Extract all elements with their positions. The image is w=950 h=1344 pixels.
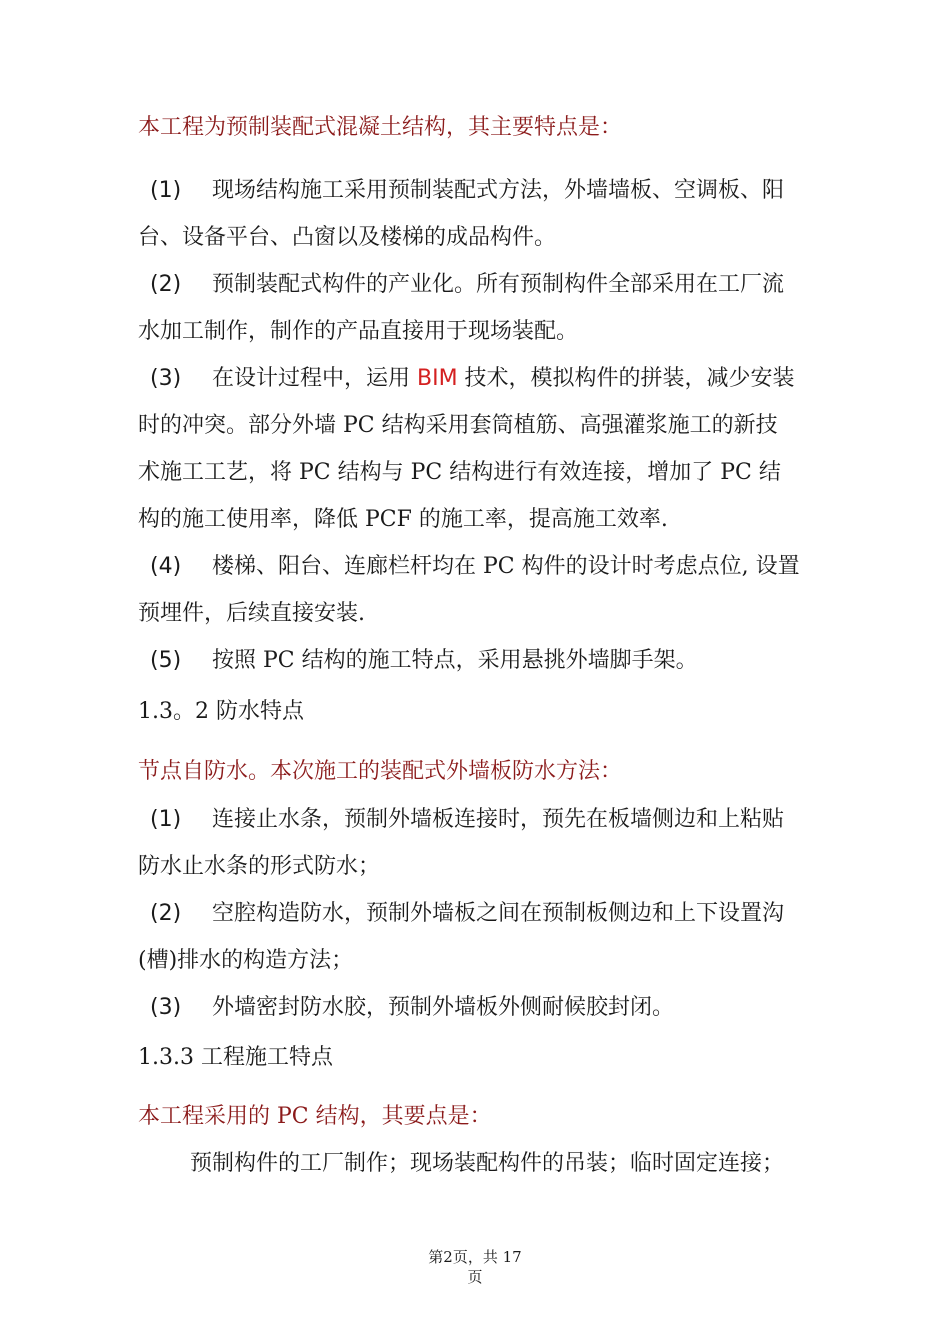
feature-1-number: (1) xyxy=(150,178,182,203)
page-footer-line-1: 第2页，共 17 xyxy=(428,1248,522,1266)
feature-5-line-1 xyxy=(138,646,818,676)
feature-4-line-1 xyxy=(138,552,818,582)
feature-5-text: 按照 PC 结构的施工特点，采用悬挑外墙脚手架。 xyxy=(212,648,698,673)
waterproof-1-line-2: 防水止水条的形式防水； xyxy=(138,854,381,879)
construction-heading: 本工程采用的 PC 结构，其要点是： xyxy=(138,1104,492,1129)
feature-4-text: 楼梯、阳台、连廊栏杆均在 PC 构件的设计时考虑点位, 设置 xyxy=(212,554,800,579)
waterproof-3-line-1 xyxy=(138,993,818,1023)
waterproof-1-number: (1) xyxy=(150,807,182,832)
feature-3-text-post: 技术，模拟构件的拼装，减少安装 xyxy=(457,366,795,391)
feature-1-line-2: 台、设备平台、凸窗以及楼梯的成品构件。 xyxy=(138,225,557,250)
bim-highlight: BIM xyxy=(417,366,458,391)
waterproof-heading: 节点自防水。本次施工的装配式外墙板防水方法： xyxy=(138,759,623,784)
feature-5-number: (5) xyxy=(150,648,182,673)
waterproof-2-number: (2) xyxy=(150,901,182,926)
waterproof-2-text: 空腔构造防水，预制外墙板之间在预制板侧边和上下设置沟 xyxy=(212,901,785,926)
feature-1-line-1 xyxy=(138,176,818,206)
waterproof-3-number: (3) xyxy=(150,995,182,1020)
feature-4-line-2: 预埋件，后续直接安装. xyxy=(138,601,365,626)
feature-3-line-2: 时的冲突。部分外墙 PC 结构采用套筒植筋、高强灌浆施工的新技 xyxy=(138,413,778,438)
waterproof-1-text: 连接止水条，预制外墙板连接时，预先在板墙侧边和上粘贴 xyxy=(212,807,785,832)
construction-text: 预制构件的工厂制作；现场装配构件的吊装；临时固定连接； xyxy=(190,1151,785,1176)
waterproof-1-line-1 xyxy=(138,805,818,835)
feature-2-text: 预制装配式构件的产业化。所有预制构件全部采用在工厂流 xyxy=(212,272,785,297)
feature-2-line-1 xyxy=(138,270,818,300)
section-waterproof-title: 1.3。2 防水特点 xyxy=(138,699,304,724)
feature-2-line-2: 水加工制作，制作的产品直接用于现场装配。 xyxy=(138,319,579,344)
feature-4-number: (4) xyxy=(150,554,182,579)
intro-heading: 本工程为预制装配式混凝土结构，其主要特点是： xyxy=(138,115,623,140)
waterproof-2-line-2: (槽)排水的构造方法； xyxy=(138,948,354,973)
feature-1-text: 现场结构施工采用预制装配式方法，外墙墙板、空调板、阳 xyxy=(212,178,785,203)
feature-3-line-1 xyxy=(138,364,818,394)
feature-3-line-3: 术施工工艺，将 PC 结构与 PC 结构进行有效连接，增加了 PC 结 xyxy=(138,460,781,485)
feature-3-number: (3) xyxy=(150,366,182,391)
feature-3-line-4: 构的施工使用率，降低 PCF 的施工率，提高施工效率. xyxy=(138,507,668,532)
waterproof-2-line-1 xyxy=(138,899,818,929)
feature-2-number: (2) xyxy=(150,272,182,297)
waterproof-3-text: 外墙密封防水胶，预制外墙板外侧耐候胶封闭。 xyxy=(212,995,675,1020)
feature-3-text-pre: 在设计过程中，运用 xyxy=(212,366,417,391)
section-construction-title: 1.3.3 工程施工特点 xyxy=(138,1045,333,1070)
page-footer-line-2: 页 xyxy=(467,1268,483,1286)
